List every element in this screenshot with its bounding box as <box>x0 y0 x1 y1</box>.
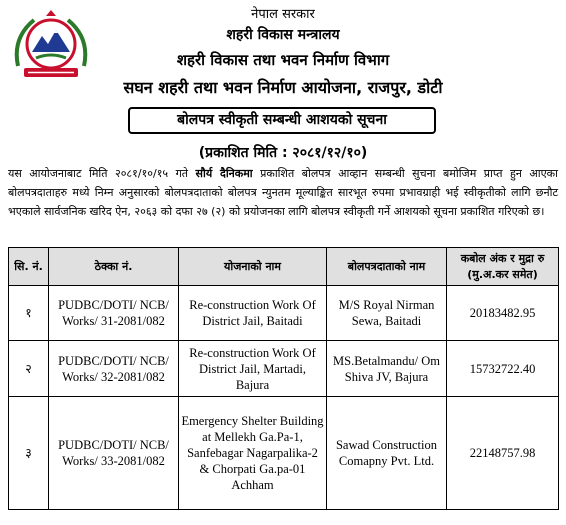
row-project: Emergency Shelter Building at Mellekh Ga.Pa-1, Sanfebagar Nagarpalika-2 & Chorpati Ga.pa-01 Achham <box>179 397 327 510</box>
col-header-bidder: बोलपत्रदाताको नाम <box>327 248 447 286</box>
row-bidder: Sawad Construction Comapny Pvt. Ltd. <box>327 397 447 510</box>
col-header-project: योजनाको नाम <box>179 248 327 286</box>
col-header-contract: ठेक्का नं. <box>49 248 179 286</box>
notice-body <box>8 164 558 221</box>
newspaper-name: सौर्य दैनिकमा <box>195 167 253 180</box>
row-sn: ३ <box>9 397 49 510</box>
row-sn: १ <box>9 286 49 341</box>
row-bidder: M/S Royal Nirman Sewa, Baitadi <box>327 286 447 341</box>
department-name: शहरी विकास तथा भवन निर्माण विभाग <box>176 51 390 69</box>
table-row <box>9 286 559 341</box>
row-amount: 22148757.98 <box>447 397 559 510</box>
project-office-name: सघन शहरी तथा भवन निर्माण आयोजना, राजपुर, डोटी <box>123 78 443 97</box>
row-sn: २ <box>9 341 49 397</box>
row-contract: PUDBC/DOTI/ NCB/ Works/ 31-2081/082 <box>49 286 179 341</box>
table-header-row <box>9 248 559 286</box>
published-date: (प्रकाशित मिति : २०८१/१२/१०) <box>198 145 368 161</box>
notice-body-rest: प्रकाशित बोलपत्र आव्हान सम्बन्धी सुचना बमोजिम प्राप्त हुन आएका बोलपत्रदाताहरु मध्ये निम्न अनुसारको बोलपत्रदाताको बोलपत्र न्युनतम मूल्याङ्कित सारभूत रुपमा प्रभावग्राही भई स्वीकृतीको लागि छनौट भएकाले सार्वजनिक खरिद ऐन, २०६३ को दफा २७ (२) को प्रयोजनका लागि बोलपत्र स्वीकृती गर्ने आशयको सूचना प्रकाशित गरिएको छ। <box>8 167 558 218</box>
table-row <box>9 397 559 510</box>
row-contract: PUDBC/DOTI/ NCB/ Works/ 32-2081/082 <box>49 341 179 397</box>
row-project: Re-construction Work Of District Jail, Martadi, Bajura <box>179 341 327 397</box>
col-header-sn: सि. नं. <box>9 248 49 286</box>
notice-title: बोलपत्र स्वीकृती सम्बन्धी आशयको सूचना <box>128 107 436 134</box>
col-header-amount: कबोल अंक र मुद्रा रु (मु.अ.कर समेत) <box>447 248 559 286</box>
row-amount: 15732722.40 <box>447 341 559 397</box>
ministry-name: शहरी विकास मन्त्रालय <box>226 27 340 43</box>
table-row <box>9 341 559 397</box>
government-name: नेपाल सरकार <box>251 7 315 22</box>
row-bidder: MS.Betalmandu/ Om Shiva JV, Bajura <box>327 341 447 397</box>
notice-body-intro: यस आयोजनाबाट मिति २०८१/१०/१५ गते <box>8 167 196 180</box>
row-project: Re-construction Work Of District Jail, Baitadi <box>179 286 327 341</box>
row-contract: PUDBC/DOTI/ NCB/ Works/ 33-2081/082 <box>49 397 179 510</box>
bid-table <box>8 247 559 510</box>
row-amount: 20183482.95 <box>447 286 559 341</box>
